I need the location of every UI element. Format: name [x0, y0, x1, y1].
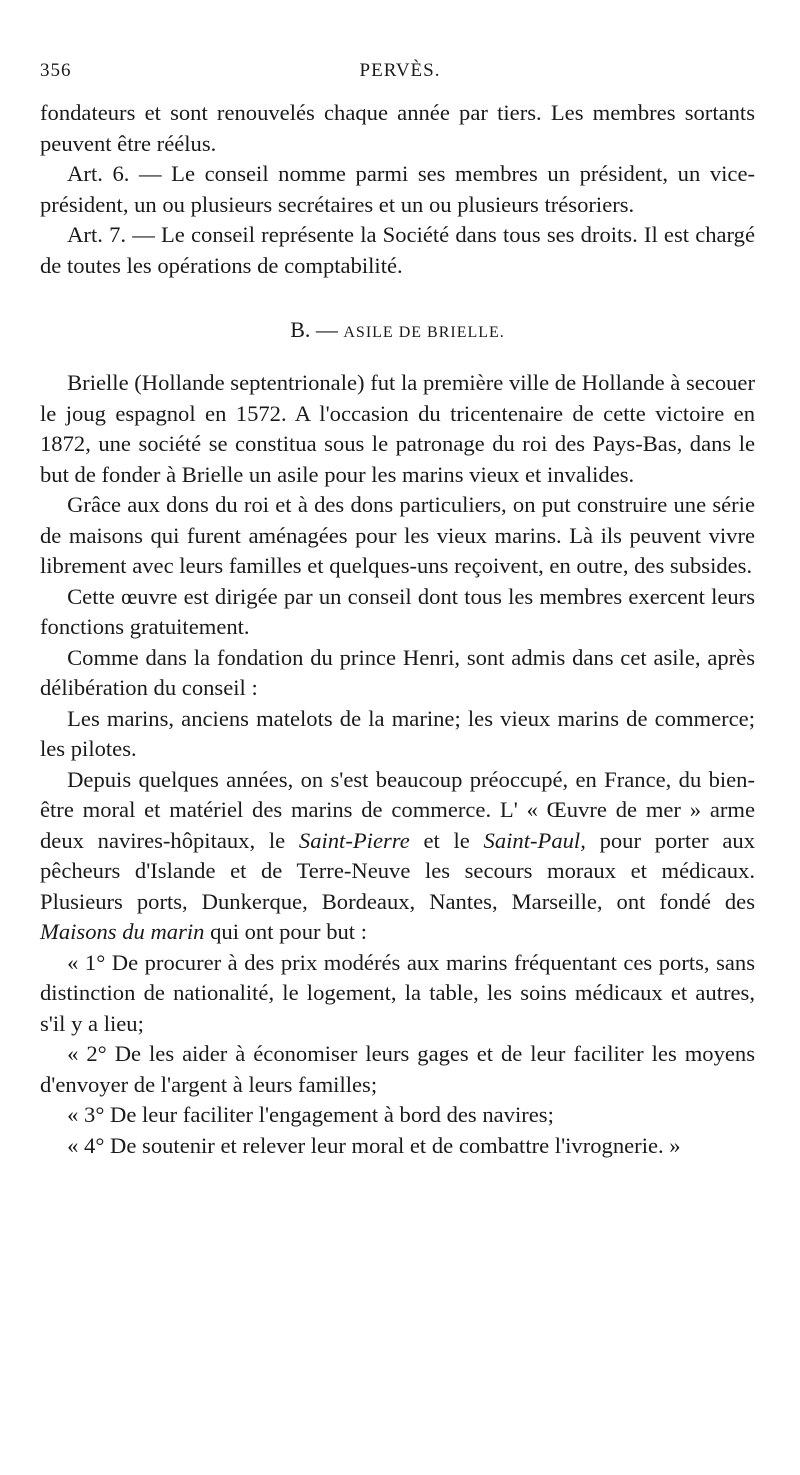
paragraph-marins: Les marins, anciens matelots de la marine; les vieux marins de commerce; les pilotes.: [40, 705, 755, 761]
paragraph-oeuvre: Cette œuvre est dirigée par un conseil dont tous les membres exercent leurs fonctions gratuitement.: [40, 583, 755, 639]
running-title: PERVÈS.: [359, 60, 441, 81]
text-run: et le: [409, 827, 484, 853]
text-run: pour porter aux pêcheurs d'Islande et de Terre-Neuve les secours moraux et médicaux. Plusieurs ports, Dunkerque, Bordeaux, Nantes, Marseille, ont fondé des: [40, 827, 756, 914]
quote-item-4: « 4° De soutenir et relever leur moral et de combattre l'ivrognerie. »: [67, 1132, 681, 1158]
section-title: ASILE DE BRIELLE.: [343, 324, 505, 341]
paragraph-continuation: fondateurs et sont renouvelés chaque année par tiers. Les membres sortants peuvent être réélus.: [40, 100, 755, 156]
quote-item-1: « 1° De procurer à des prix modérés aux marins fréquentant ces ports, sans distinction de nationalité, le logement, la table, les soins médicaux et autres, s'il y a lieu;: [40, 949, 755, 1036]
paragraph-art-6: Art. 6. — Le conseil nomme parmi ses membres un président, un vice-président, un ou plusieurs secrétaires et un ou plusieurs trésoriers.: [40, 161, 755, 217]
text-run: qui ont pour but :: [204, 919, 368, 944]
page-body: [40, 98, 755, 1161]
paragraph-admission: Comme dans la fondation du prince Henri, sont admis dans cet asile, après délibération du conseil :: [40, 644, 755, 700]
ship-name-saint-pierre: Saint-Pierre: [298, 827, 410, 853]
paragraph-france: [40, 765, 755, 948]
section-letter: B.: [290, 317, 311, 342]
maisons-du-marin: Maisons du marin: [40, 919, 205, 944]
page-number: 356: [40, 60, 72, 81]
section-dash: —: [315, 317, 338, 342]
section-heading: [40, 315, 755, 348]
ship-name-saint-paul: Saint-Paul,: [483, 827, 586, 853]
paragraph-art-7: Art. 7. — Le conseil représente la Société dans tous ses droits. Il est chargé de toutes les opérations de comptabilité.: [40, 222, 755, 278]
text-run: Depuis quelques années, on s'est beaucoup préoccupé, en France, du bien-être moral et matériel des marins de commerce. L' « Œuvre de mer » arme deux navires-hôpitaux, le: [40, 766, 755, 853]
quote-item-2: « 2° De les aider à économiser leurs gages et de leur faciliter les moyens d'envoyer de l'argent à leurs familles;: [40, 1041, 755, 1097]
page-header: [40, 60, 760, 90]
paragraph-brielle: Brielle (Hollande septentrionale) fut la première ville de Hollande à secouer le joug espagnol en 1572. A l'occasion du tricentenaire de cette victoire en 1872, une société se constitua sous le patronage du roi des Pays-Bas, dans le but de fonder à Brielle un asile pour les marins vieux et invalides.: [40, 370, 755, 487]
quote-item-3: « 3° De leur faciliter l'engagement à bord des navires;: [67, 1102, 554, 1127]
paragraph-dons: Grâce aux dons du roi et à des dons particuliers, on put construire une série de maisons qui furent aménagées pour les vieux marins. Là ils peuvent vivre librement avec leurs familles et quelques-uns reçoivent, en outre, des subsides.: [40, 492, 755, 578]
